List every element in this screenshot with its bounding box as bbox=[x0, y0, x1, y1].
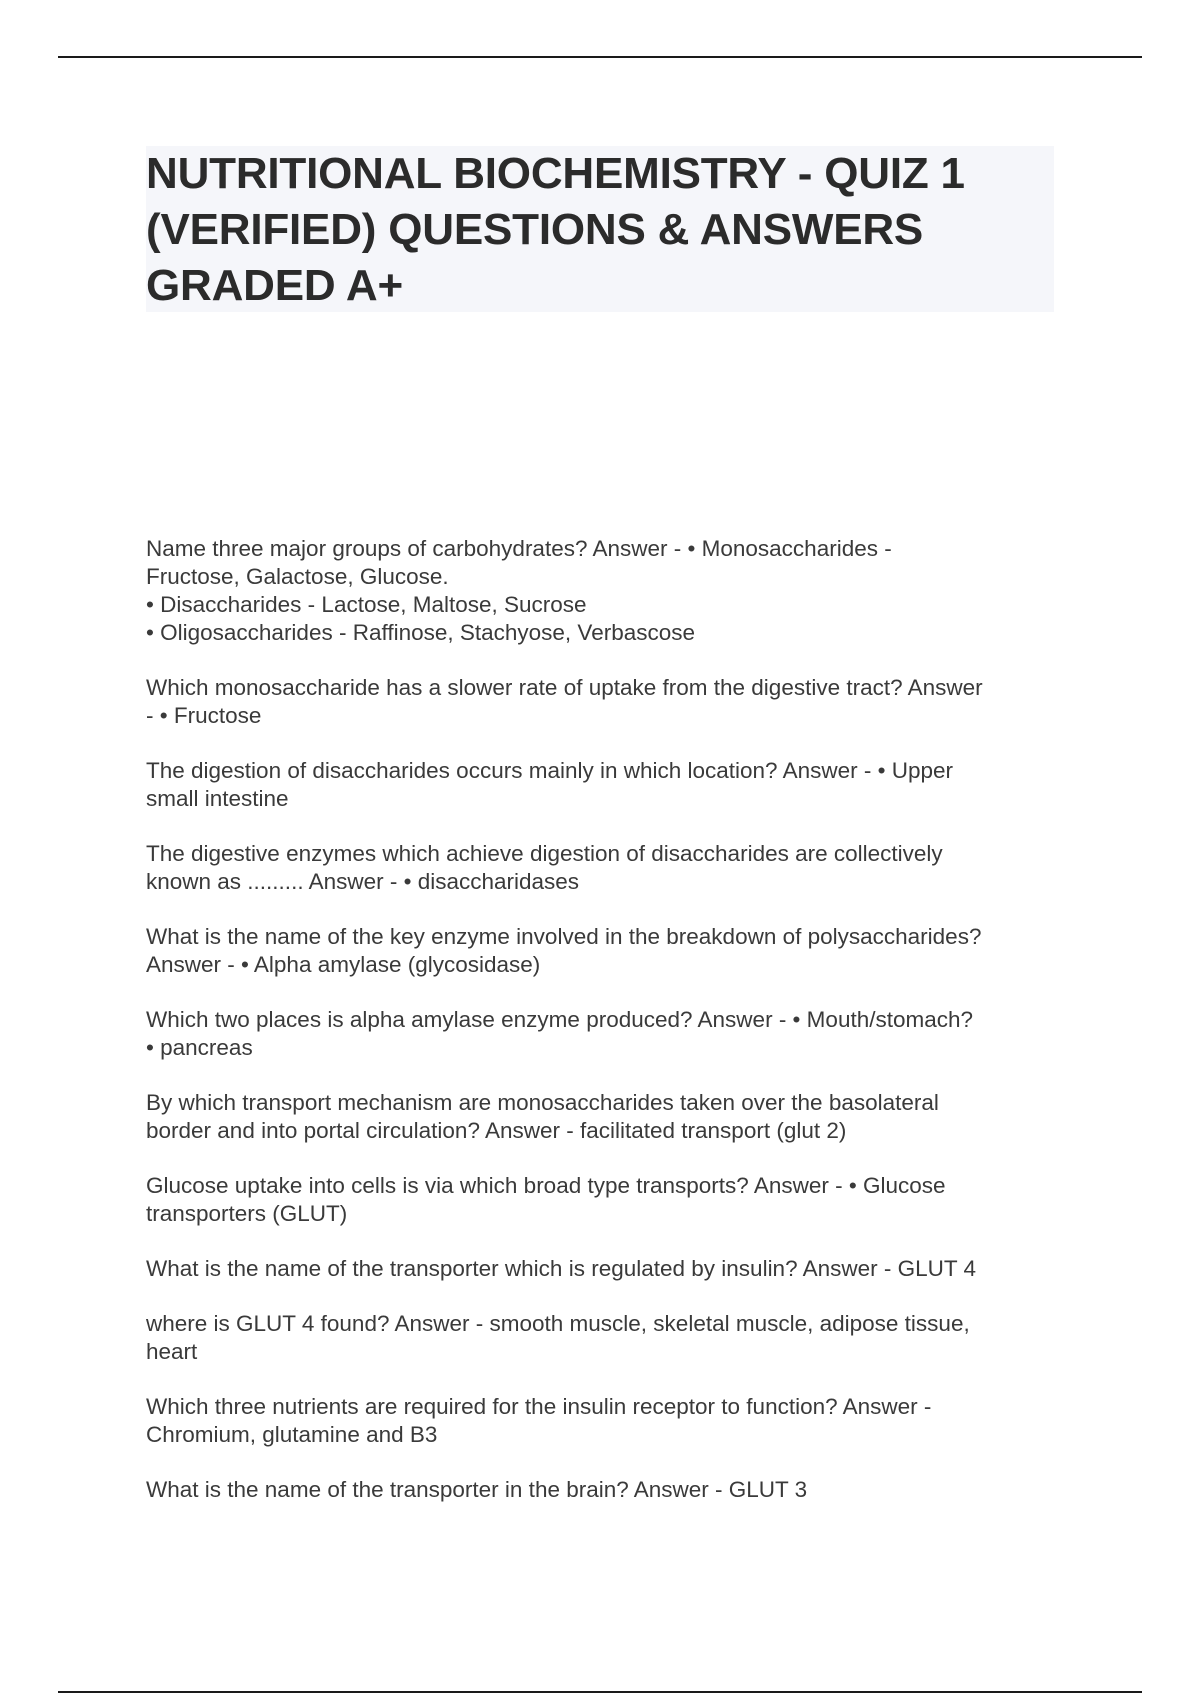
qa-line: • Oligosaccharides - Raffinose, Stachyose, Verbascose bbox=[146, 620, 695, 645]
qa-line: Glucose uptake into cells is via which broad type transports? Answer - • Glucose bbox=[146, 1173, 946, 1198]
qa-item bbox=[146, 1089, 1066, 1145]
qa-line: Which two places is alpha amylase enzyme produced? Answer - • Mouth/stomach? bbox=[146, 1007, 974, 1032]
qa-line: Chromium, glutamine and B3 bbox=[146, 1422, 438, 1447]
qa-line: Name three major groups of carbohydrates? Answer - • Monosaccharides - bbox=[146, 536, 892, 561]
qa-line: The digestive enzymes which achieve digestion of disaccharides are collectively bbox=[146, 841, 943, 866]
qa-item bbox=[146, 757, 1066, 813]
qa-line: border and into portal circulation? Answer - facilitated transport (glut 2) bbox=[146, 1118, 847, 1143]
qa-line: - • Fructose bbox=[146, 703, 262, 728]
qa-line: known as ......... Answer - • disaccharidases bbox=[146, 869, 580, 894]
qa-line: where is GLUT 4 found? Answer - smooth muscle, skeletal muscle, adipose tissue, bbox=[146, 1311, 970, 1336]
qa-line: By which transport mechanism are monosaccharides taken over the basolateral bbox=[146, 1090, 939, 1115]
qa-line: transporters (GLUT) bbox=[146, 1201, 348, 1226]
qa-line: What is the name of the transporter in the brain? Answer - GLUT 3 bbox=[146, 1477, 808, 1502]
qa-line: Fructose, Galactose, Glucose. bbox=[146, 564, 449, 589]
top-rule bbox=[58, 56, 1142, 58]
qa-line: heart bbox=[146, 1339, 198, 1364]
title-line: NUTRITIONAL BIOCHEMISTRY - QUIZ 1 bbox=[146, 149, 965, 198]
qa-item bbox=[146, 1172, 1066, 1228]
bottom-rule bbox=[58, 1691, 1142, 1693]
qa-item bbox=[146, 1255, 1066, 1283]
qa-item bbox=[146, 923, 1066, 979]
qa-item bbox=[146, 1310, 1066, 1366]
qa-line: What is the name of the key enzyme involved in the breakdown of polysaccharides? bbox=[146, 924, 982, 949]
qa-line: • pancreas bbox=[146, 1035, 253, 1060]
qa-line: What is the name of the transporter which is regulated by insulin? Answer - GLUT 4 bbox=[146, 1256, 976, 1281]
qa-item bbox=[146, 535, 1066, 647]
qa-item bbox=[146, 1393, 1066, 1449]
qa-item bbox=[146, 840, 1066, 896]
document-title bbox=[146, 146, 1054, 312]
qa-line: small intestine bbox=[146, 786, 289, 811]
title-line: (VERIFIED) QUESTIONS & ANSWERS bbox=[146, 205, 924, 254]
qa-line: • Disaccharides - Lactose, Maltose, Sucrose bbox=[146, 592, 587, 617]
qa-item bbox=[146, 674, 1066, 730]
qa-line: Which monosaccharide has a slower rate of uptake from the digestive tract? Answer bbox=[146, 675, 983, 700]
qa-line: Which three nutrients are required for the insulin receptor to function? Answer - bbox=[146, 1394, 932, 1419]
qa-line: The digestion of disaccharides occurs mainly in which location? Answer - • Upper bbox=[146, 758, 954, 783]
qa-list bbox=[146, 535, 1066, 1531]
title-line: GRADED A+ bbox=[146, 261, 403, 310]
qa-item bbox=[146, 1006, 1066, 1062]
qa-item bbox=[146, 1476, 1066, 1504]
qa-line: Answer - • Alpha amylase (glycosidase) bbox=[146, 952, 541, 977]
